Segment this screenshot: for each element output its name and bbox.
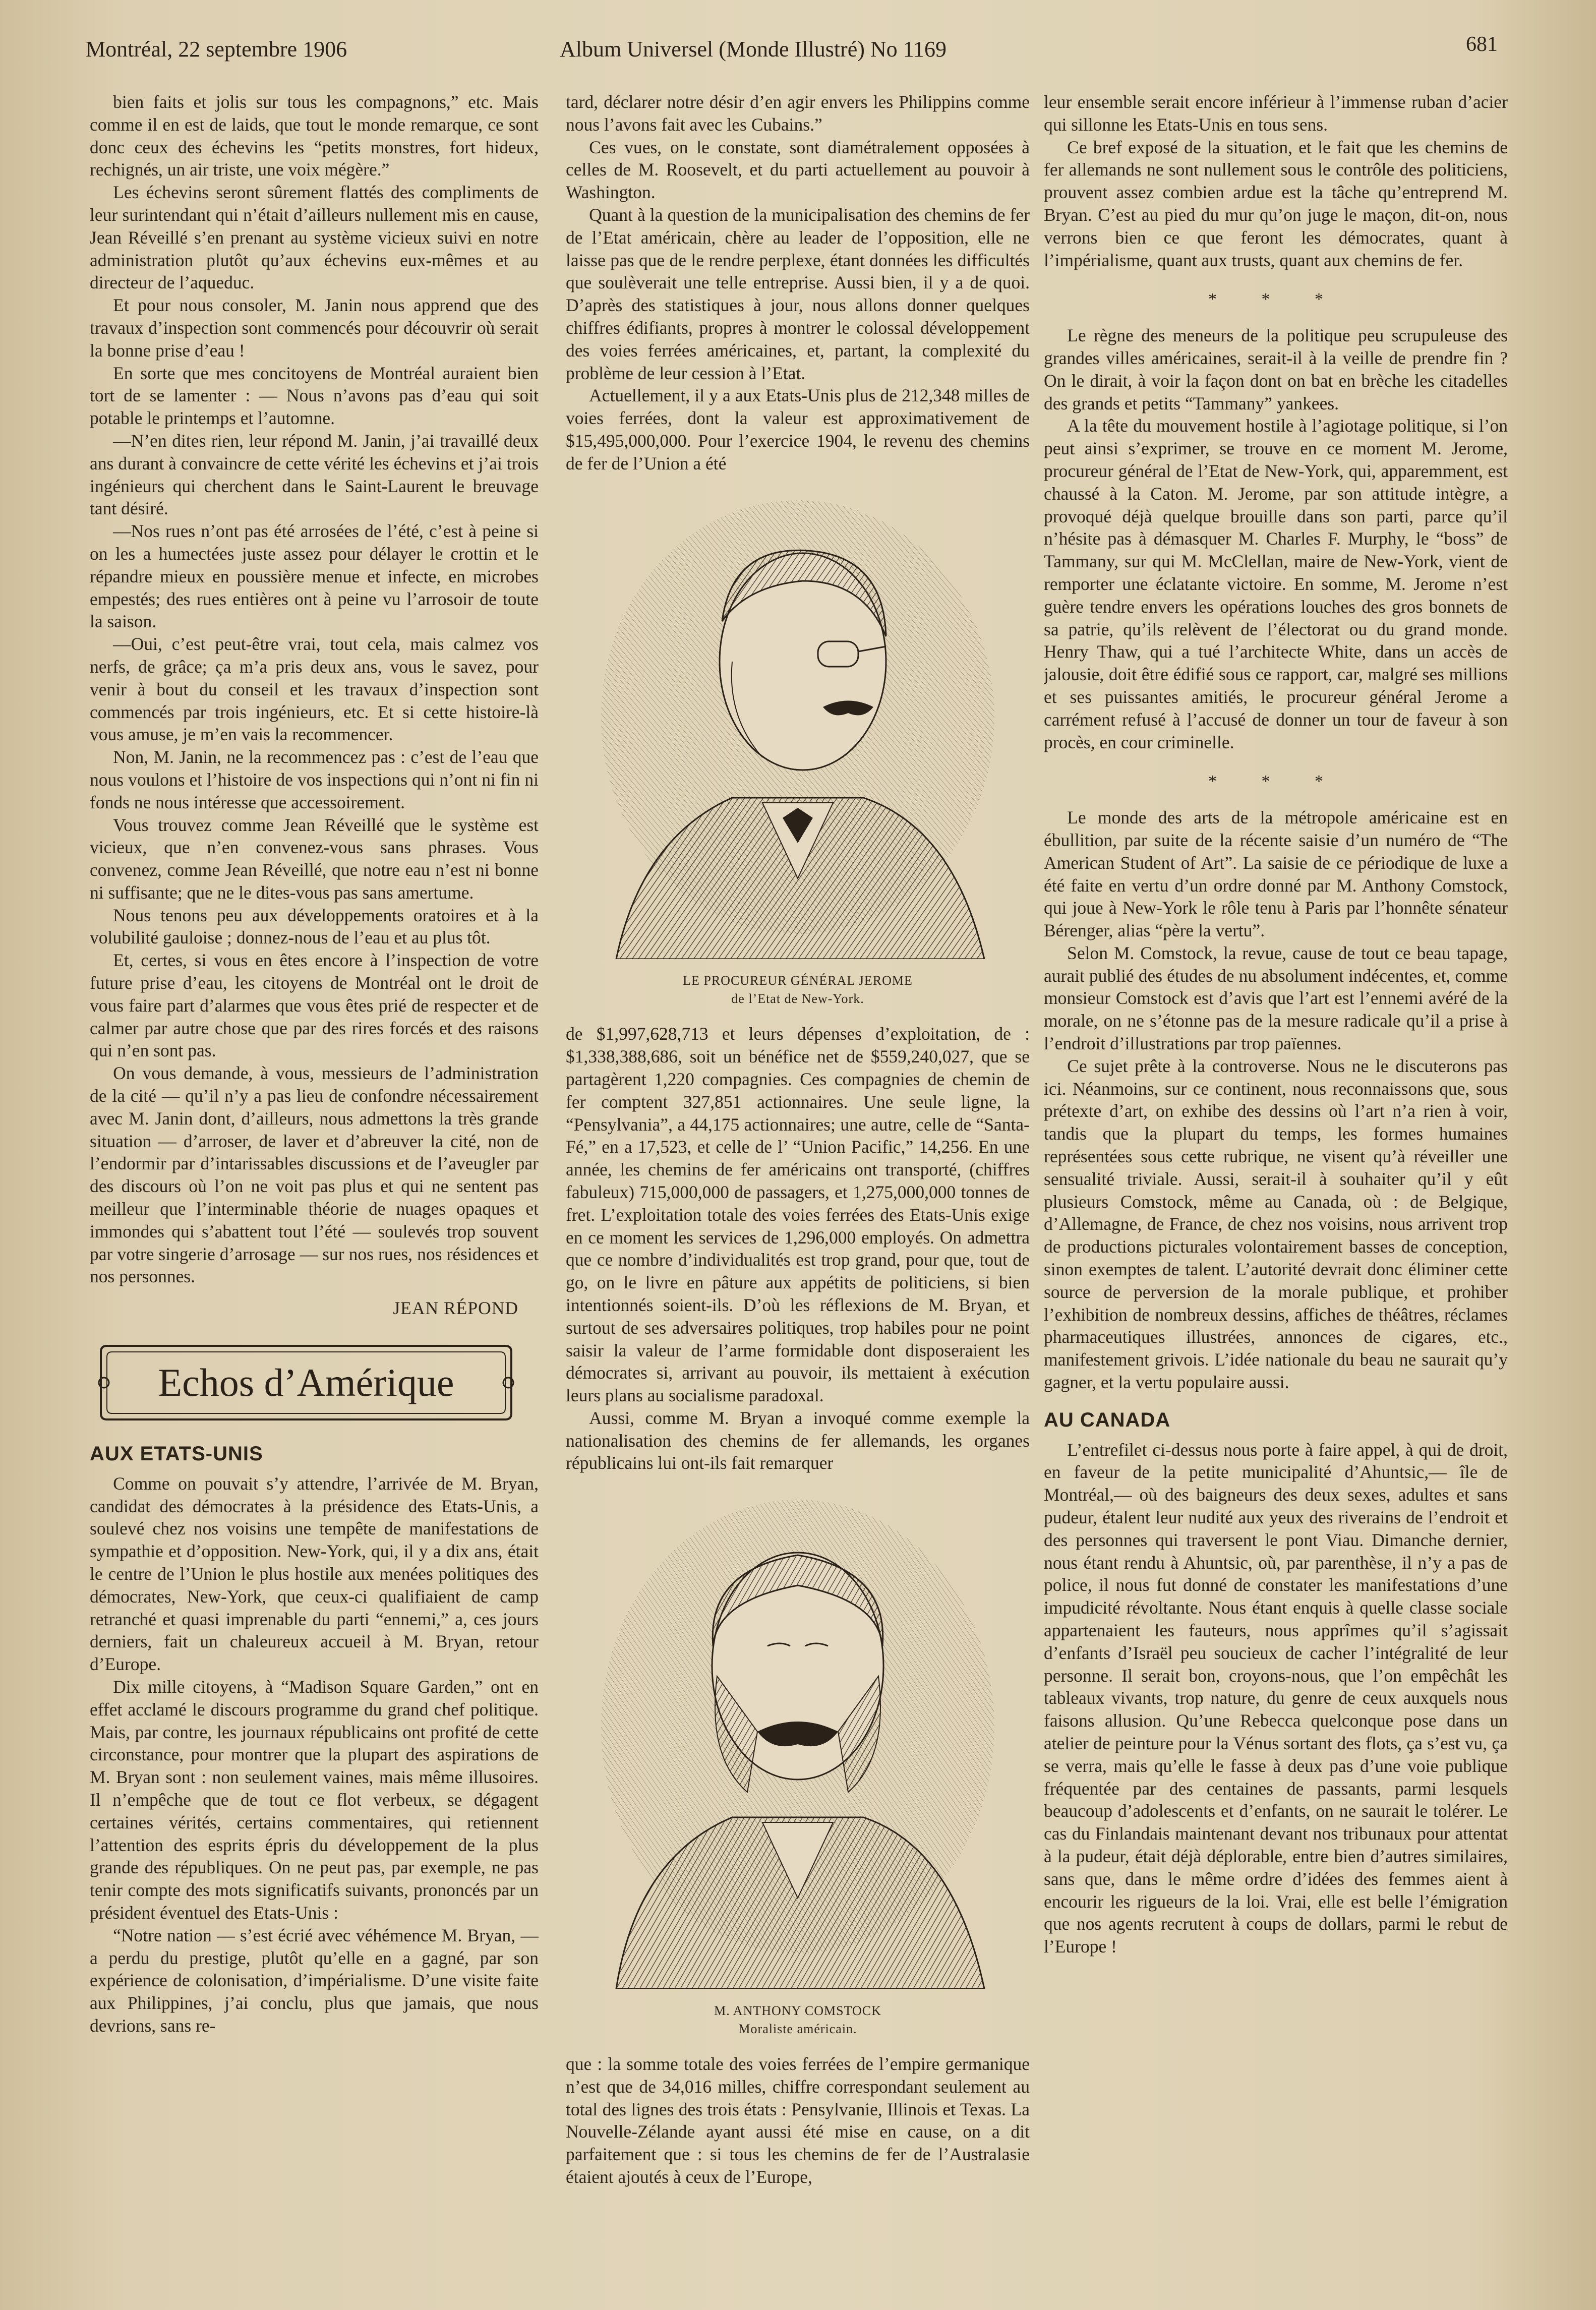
paragraph: Quant à la question de la municipalisation des chemins de fer de l’Etat américain, chère au leader de l’opposition, elle ne laisse pas que de le rendre perplexe, étant données les difficultés que soulèverait une telle entreprise. Aussi bien, il y a de quoi. D’après des statistiques à jour, nous allons donner quelques chiffres édifiants, propres à montrer le colossal développement des voies ferrées américaines, et, partant, la complexité du problème de leur cession à l’Etat.: [566, 204, 1030, 383]
paragraph: que : la somme totale des voies ferrées de l’empire germanique n’est que de 34,016 milles, chiffre correspondant seulement au total des lignes des trois états : Pensylvanie, Illinois et Texas. La Nouvelle-Zélande ayant aussi été mise en cause, on a dit parfaitement que : si tous les chemins de fer de l’Australasie étaient ajoutés à ceux de l’Europe,: [566, 2054, 1030, 2187]
section-divider: * * *: [1208, 772, 1343, 791]
paragraph: Selon M. Comstock, la revue, cause de tout ce beau tapage, aurait publié des études de nu absolument indécentes, et, comme monsieur Comstock est d’avis que l’art est l’ennemi avéré de la morale, on ne s’étonne pas de la mesure radicale qu’il a prise à l’endroit d’illustrations par trop païennes.: [1044, 942, 1508, 1054]
paragraph: On vous demande, à vous, messieurs de l’administration de la cité — qu’il n’y a pas lieu de confondre nécessairement avec M. Janin dont, d’ailleurs, nous admettons la très grande situation — d’arroser, de laver et d’abreuver la cité, non de l’endormir par d’intarissables discussions et de l’aveugler par des discours où l’on ne voit pas plus et qui ne sentent pas meilleur que l’interminable théorie de nuages opaques et immondes qui s’abattent tout l’été — soulevés trop souvent par votre singerie d’arrosage — sur nos rues, nos résidences et nos personnes.: [90, 1063, 539, 1287]
paragraph: Nous tenons peu aux développements oratoires et à la volubilité gauloise ; donnez-nous de l’eau et au plus tôt.: [90, 905, 539, 948]
paragraph: bien faits et jolis sur tous les compagnons,” etc. Mais comme il en est de laids, que tout le monde remarque, ce sont donc ceux des échevins les “petits monstres, fort hideux, rechignés, un air triste, une voix mégère.”: [90, 92, 539, 180]
paragraph: L’entrefilet ci-dessus nous porte à faire appel, à qui de droit, en faveur de la petite municipalité d’Ahuntsic,— île de Montréal,— où des baigneurs des deux sexes, adultes et sans pudeur, étalent leur nudité aux yeux des riverains de l’endroit et des personnes qui traversent le pont Viau. Dimanche dernier, nous étant rendu à Ahuntsic, où, par parenthèse, il n’y a pas de police, il nous fut donné de constater les manifestations d’une impudicité révoltante. Nous étant enquis à quelle classe sociale appartenaient les fauteurs, nous apprîmes qu’il s’agissait d’enfants d’Israël peu soucieux de cacher l’intégralité de leur personne. Il serait bon, croyons-nous, que l’on empêchât les tableaux vivants, trop nature, du genre de ceux auxquels nous faisons allusion. Qu’une Rebecca quelconque pose dans un atelier de peinture pour la Vénus sortant des flots, ça s’est vu, ça se verra, mais qu’elle le fasse à deux pas d’une voie publique fréquentée par des centaines de passants, parmi lesquels beaucoup d’adolescents et d’enfants, on ne saurait le tolérer. Le cas du Finlandais maintenant devant nos tribunaux pour attentat à la pudeur, était déjà déplorable, entre bien d’autres similaires, sans que, dans le même ordre d’idées des femmes aient à encourir les rigueurs de la loi. Vrai, elle est belle l’émigration que nos agents recrutent à coups de dollars, parmi le rebut de l’Europe !: [1044, 1439, 1508, 1957]
signature: JEAN RÉPOND: [393, 1298, 518, 1319]
portrait-jerome-icon: [581, 495, 1015, 959]
column-3: [1044, 91, 1508, 2284]
section-heading: AUX ETATS-UNIS: [90, 1443, 263, 1465]
paragraph: Dix mille citoyens, à “Madison Square Garden,” ont en effet acclamé le discours programme du grand chef politique. Mais, par contre, les journaux républicains ont profité de cette circonstance, pour montrer que la plupart des aspirations de M. Bryan sont : non seulement vaines, mais même illusoires. Il n’empêche que de tout ce flot verbeux, se dégagent certaines vérités, certains commentaires, qui retiennent l’attention des esprits épris du développement de la plus grande des républiques. On ne peut pas, par exemple, ne pas tenir compte des mots significatifs suivants, prononcés par un président éventuel des Etats-Unis :: [90, 1677, 539, 1923]
paragraph: Les échevins seront sûrement flattés des compliments de leur surintendant qui n’était d’ailleurs nullement mis en cause, Jean Réveillé s’en prenant au système vicieux suivi en notre administration plutôt qu’aux échevins eux-mêmes et au directeur de l’aqueduc.: [90, 182, 539, 293]
paragraph: Le monde des arts de la métropole américaine est en ébullition, par suite de la récente saisie d’un numéro de “The American Student of Art”. La saisie de ce périodique de luxe a été faite en vertu d’un ordre donné par M. Anthony Comstock, qui joue à New-York le rôle tenu à Paris par l’honnête sénateur Bérenger, alias “père la vertu”.: [1044, 807, 1508, 941]
portrait-caption-sub: de l’Etat de New-York.: [731, 991, 864, 1006]
header-publication: Album Universel (Monde Illustré) No 1169: [560, 37, 947, 62]
paragraph: “Notre nation — s’est écrié avec véhémence M. Bryan, — a perdu du prestige, plutôt qu’elle en a gagné, par son expérience de colonisation, d’impérialisme. D’une visite faite aux Philippines, j’ai conclu, plus que jamais, que nous devrions, sans re-: [90, 1925, 539, 2036]
page-number: 681: [1466, 33, 1498, 56]
paragraph: tard, déclarer notre désir d’en agir envers les Philippins comme nous l’avons fait avec les Cubains.”: [566, 92, 1030, 135]
paragraph: —Nos rues n’ont pas été arrosées de l’été, c’est à peine si on les a humectées juste assez pour délayer le crottin et le répandre mieux en poussière menue et infecte, en microbes empestés; des rues entières ont à peine vu l’arrosoir de toute la saison.: [90, 521, 539, 632]
paragraph: Vous trouvez comme Jean Réveillé que le système est vicieux, que n’en convenez-vous sans phrases. Vous convenez, comme Jean Réveillé, que notre eau n’est ni bonne ni suffisante; que ne le dites-vous pas sans amertume.: [90, 814, 539, 903]
paragraph: Comme on pouvait s’y attendre, l’arrivée de M. Bryan, candidat des démocrates à la présidence des Etats-Unis, a soulevé chez nos voisins une tempête de manifestations de sympathie et d’opposition. New-York, qui, il y a dix ans, était le centre de l’Union le plus hostile aux menées politiques des démocrates, New-York, que ceux-ci qualifiaient de camp retranché et quasi imprenable du parti “ennemi,” a, ces jours derniers, fait un chaleureux accueil à M. Bryan, retour d’Europe.: [90, 1473, 539, 1675]
paragraph: Ce sujet prête à la controverse. Nous ne le discuterons pas ici. Néanmoins, sur ce continent, nous reconnaissons que, sous prétexte d’art, on exhibe des dessins où l’art n’a rien à voir, tandis que la plupart du temps, les formes humaines représentées sous cette rubrique, ne visent qu’à réveiller une sensualité triviale. Aussi, serait-il à souhaiter qu’il y eût plusieurs Comstock, même au Canada, où : de Belgique, d’Allemagne, de France, de chez nos voisins, nous arrivent trop de productions picturales volontairement basses de conception, sinon exemptes de talent. L’autorité devrait donc éliminer cette source de perversion de la morale publique, et prohiber l’exhibition de nombreux dessins, affiches de théâtres, réclames pharmaceutiques illustrées, annonces de cigares, etc., manifestement grivois. L’idée nationale du beau ne saurait qu’y gagner, et la vertu populaire aussi.: [1044, 1055, 1508, 1393]
paragraph: —N’en dites rien, leur répond M. Janin, j’ai travaillé deux ans durant à convaincre de cette vérité les échevins et j’ai trois ingénieurs qui cherchent dans le Saint-Laurent le breuvage tant désiré.: [90, 430, 539, 519]
portrait-caption-sub: Moraliste américain.: [738, 2022, 857, 2037]
column-2: [566, 91, 1030, 2284]
paragraph: Le règne des meneurs de la politique peu scrupuleuse des grandes villes américaines, serait-il à la veille de prendre fin ? On le dirait, à voir la façon dont on bat en brèche les citadelles des grands et petits “Tammany” yankees.: [1044, 325, 1508, 413]
paragraph: Non, M. Janin, ne la recommencez pas : c’est de l’eau que nous voulons et l’histoire de vos inspections qui n’ont ni fin ni fonds ne nous intéresse que accessoirement.: [90, 747, 539, 812]
paragraph: de $1,997,628,713 et leurs dépenses d’exploitation, de : $1,338,388,686, soit un bénéfice net de $559,240,027, que se partagèrent 1,220 compagnies. Ces compagnies de chemin de fer comptent 327,851 actionnaires. Une seule ligne, la “Pensylvania”, a 44,175 actionnaires; une autre, celle de “Santa-Fé,” en a 17,523, et celle de l’ “Union Pacific,” 14,256. En une année, les chemins de fer américains ont transporté, (chiffres fabuleux) 715,000,000 de passagers, et 1,275,000,000 tonnes de fret. L’exploitation totale des voies ferrées des Etats-Unis exige en ce moment les services de 1,296,000 employés. On admettra que ce nombre d’individualités est trop grand, pour que, tout de go, on le livre en pâture aux appétits de politiciens, si bien intentionnés soient-ils. D’où les réflexions de M. Bryan, et surtout de ses adversaires politiques, trop habiles pour ne point saisir la valeur de l’arme formidable dont disposeraient les démocrates si, arrivant au pouvoir, ils mettaient à exécution leurs plans au socialisme paradoxal.: [566, 1024, 1030, 1406]
paragraph: Actuellement, il y a aux Etats-Unis plus de 212,348 milles de voies ferrées, dont la valeur est approximativement de $15,495,000,000. Pour l’exercice 1904, le revenu des chemins de fer de l’Union a été: [566, 385, 1030, 473]
paragraph: Ce bref exposé de la situation, et le fait que les chemins de fer allemands ne sont nullement sous le contrôle des politiciens, prouvent assez combien ardue est la tâche qu’entreprend M. Bryan. C’est au pied du mur qu’on juge le maçon, dit-on, nous verrons bien ce que feront les démocrates, quant à l’impérialisme, quant aux trusts, quant aux chemins de fer.: [1044, 137, 1508, 270]
paragraph: En sorte que mes concitoyens de Montréal auraient bien tort de se lamenter : — Nous n’avons pas d’eau qui soit potable le printemps et l’automne.: [90, 363, 539, 429]
paragraph: Et pour nous consoler, M. Janin nous apprend que des travaux d’inspection sont commencés pour découvrir où serait la bonne prise d’eau !: [90, 295, 539, 361]
section-heading: AU CANADA: [1044, 1408, 1171, 1431]
portrait-caption: LE PROCUREUR GÉNÉRAL JEROME: [683, 973, 913, 988]
paragraph: leur ensemble serait encore inférieur à l’immense ruban d’acier qui sillonne les Etats-Unis en tous sens.: [1044, 92, 1508, 135]
section-divider: * * *: [1208, 290, 1343, 309]
portrait-caption: M. ANTHONY COMSTOCK: [714, 2003, 881, 2019]
paragraph: Aussi, comme M. Bryan a invoqué comme exemple la nationalisation des chemins de fer allemands, les organes républicains lui ont-ils fait remarquer: [566, 1407, 1030, 1473]
section-banner: [97, 1340, 515, 1426]
header-date: Montréal, 22 septembre 1906: [86, 37, 347, 62]
paragraph: A la tête du mouvement hostile à l’agiotage politique, si l’on peut ainsi s’exprimer, se trouve en ce moment M. Jerome, procureur général de l’Etat de New-York, qui, apparemment, est chaussé à la Caton. M. Jerome, par son attitude intègre, a provoqué déjà quelque brouille dans son parti, parce qu’il n’hésite pas à démasquer M. Charles F. Murphy, le “boss” de Tammany, sur qui M. McClellan, maire de New-York, vient de remporter une éclatante victoire. En somme, M. Jerome n’est guère tendre envers les opérations louches des gros bonnets de sa patrie, qu’ils relèvent de l’électorat ou du grand monde. Henry Thaw, qui a tué l’architecte White, dans un accès de jalousie, doit être édifié sous ce rapport, car, malgré ses millions et ses puissantes amitiés, le procureur général Jerome a carrément refusé à l’accusé de donner un tour de faveur à son procès, en cour criminelle.: [1044, 416, 1508, 752]
page-header: [86, 33, 1498, 77]
paragraph: Et, certes, si vous en êtes encore à l’inspection de votre future prise d’eau, les citoyens de Montréal ont le droit de vous faire part d’alarmes que vous êtes prié de respecter et de calmer par autre chose que par des rires forcés et des raisons qui n’en sont pas.: [90, 950, 539, 1061]
portrait-comstock-icon: [581, 1495, 1015, 1989]
paragraph: Ces vues, on le constate, sont diamétralement opposées à celles de M. Roosevelt, et du parti actuellement au pouvoir à Washington.: [566, 137, 1030, 203]
paragraph: —Oui, c’est peut-être vrai, tout cela, mais calmez vos nerfs, de grâce; ça m’a pris deux ans, vous le savez, pour venir à bout du conseil et les travaux d’inspection sont commencés par trois ingénieurs, etc. Et si cette histoire-là vous amuse, je m’en vais la recommencer.: [90, 634, 539, 745]
banner-title: Echos d’Amérique: [158, 1360, 454, 1404]
column-1: [90, 91, 539, 2284]
